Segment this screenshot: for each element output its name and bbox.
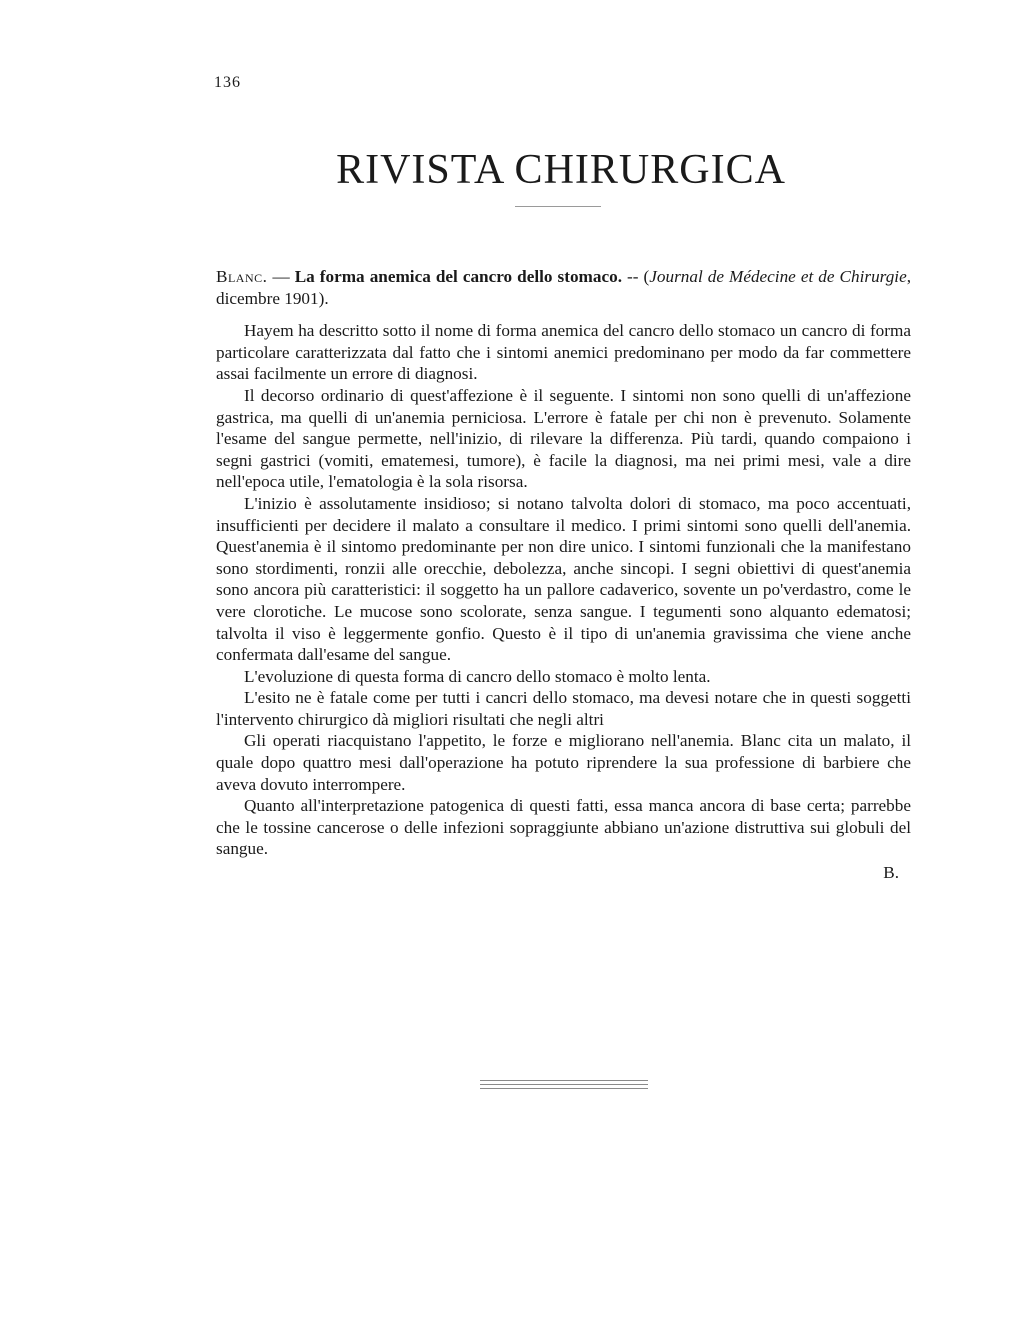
title-divider [515,206,601,207]
page-number: 136 [214,74,241,91]
article-citation [216,266,911,309]
paragraph-5: L'esito ne è fatale come per tutti i cancri dello stomaco, ma devesi notare che in questi soggetti l'intervento chirurgico dà migliori risultati che negli altri [216,688,911,729]
journal-title: RIVISTA CHIRURGICA [336,147,786,193]
paragraph-2: Il decorso ordinario di quest'affezione è il seguente. I sintomi non sono quelli di un'affezione gastrica, ma quelli di un'anemia perniciosa. L'errore è fatale per chi non è prevenuto. Solamente l'esame del sangue permette, nell'inizio, di rilevare la differenza. Più tardi, quando compaiono i segni gastrici (vomiti, ematemesi, tumore), è facile la diagnosi, ma nei primi mesi, vale a dire nell'epoca utile, l'ematologia è la sola risorsa. [216,385,911,492]
citation-dash: — [267,267,295,286]
citation-separator: -- ( [622,267,650,286]
end-rule-bottom [480,1088,648,1089]
paragraph-1: Hayem ha descritto sotto il nome di forma anemica del cancro dello stomaco un cancro di forma particolare caratterizzata dal fatto che i sintomi anemici predominano per modo da far commettere assai facilmente un errore di diagnosi. [216,321,911,384]
article [216,266,911,884]
paragraph-4: L'evoluzione di questa forma di cancro dello stomaco è molto lenta. [244,666,711,686]
article-date: , dicembre 1901). [216,267,912,308]
article-author: Blanc. [216,267,268,286]
end-rule-middle [480,1084,648,1085]
paragraph-3: L'inizio è assolutamente insidioso; si notano talvolta dolori di stomaco, ma poco accentuati, insufficienti per decidere il malato a consultare il medico. I primi sintomi sono quelli dell'anemia. Quest'anemia è il sintomo predominante per non dire unico. I sintomi funzionali che la manifestano sono stordimenti, ronzii alle orecchie, debolezza, anche sincopi. I segni obiettivi di quest'anemia sono ancora più caratteristici: il soggetto ha un pallore cadaverico, sovente un po'verdastro, come le vere clorotiche. Le mucose sono scolorate, senza sangue. I tegumenti sono alquanto edematosi; talvolta il viso è leggermente gonfio. Questo è il tipo di un'anemia gravissima che viene anche confermata dall'esame del sangue. [216,493,911,665]
paragraph-7: Quanto all'interpretazione patogenica di questi fatti, essa manca ancora di base certa; parrebbe che le tossine cancerose o delle infezioni sopraggiunte abbiano un'azione distruttiva sui globuli del sangue. [216,796,911,859]
article-signature: B. [883,863,899,883]
article-source: Journal de Médecine et de Chirurgie [649,267,907,286]
article-title: La forma anemica del cancro dello stomaco. [294,267,622,286]
end-rule-top [480,1080,648,1081]
paragraph-6: Gli operati riacquistano l'appetito, le forze e migliorano nell'anemia. Blanc cita un malato, il quale dopo quattro mesi dall'operazione ha potuto riprendere la sua professione di barbiere che aveva dovuto interrompere. [216,731,911,794]
